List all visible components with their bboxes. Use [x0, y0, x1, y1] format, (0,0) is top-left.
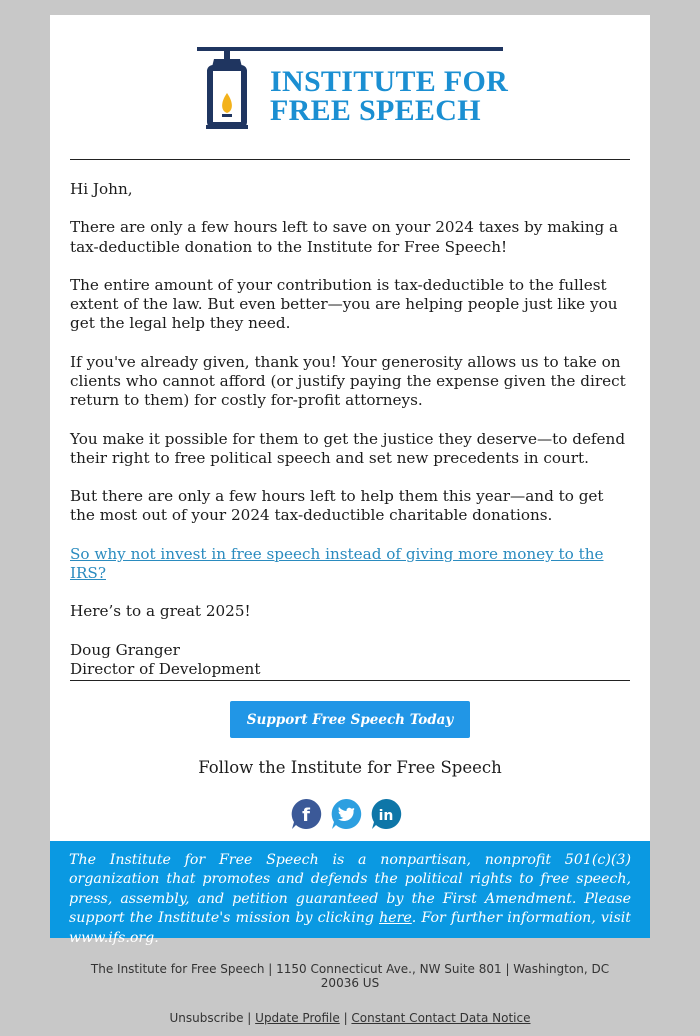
email-card [50, 15, 650, 946]
email-body [70, 180, 630, 679]
greeting: Hi John, [70, 180, 133, 198]
logo-top-bar [197, 47, 503, 51]
linkedin-glyph: in [378, 808, 394, 824]
signer-name: Doug Granger [70, 640, 180, 659]
closing: Here’s to a great 2025! [70, 602, 251, 621]
twitter-icon[interactable] [330, 798, 362, 830]
paragraph-1: There are only a few hours left to save on your 2024 taxes by making a tax-deductible donation to the Institute for Free Speech! [70, 218, 619, 256]
paragraph-3: If you've already given, thank you! Your generosity allows us to take on clients who cannot afford (or justify paying the expense given the direct return to them) for costly for-profit attorneys. [70, 352, 626, 410]
postal-address: The Institute for Free Speech | 1150 Connecticut Ave., NW Suite 801 | Washington, DC 20036 US [90, 962, 610, 990]
linkedin-icon[interactable] [370, 798, 402, 830]
signer-title: Director of Development [70, 659, 261, 678]
facebook-glyph: f [302, 805, 310, 826]
bottom-divider [70, 680, 630, 681]
paragraph-5: But there are only a few hours left to help them this year—and to get the most out of your 2024 tax-deductible charitable donations. [70, 487, 604, 525]
update-profile-link[interactable]: Update Profile [255, 1011, 340, 1025]
footer-links: Unsubscribe | Update Profile | Constant Contact Data Notice [169, 1011, 531, 1025]
follow-heading: Follow the Institute for Free Speech [198, 758, 502, 777]
invest-link[interactable]: So why not invest in free speech instead of giving more money to the IRS? [70, 544, 604, 582]
here-link[interactable]: here [379, 910, 412, 927]
top-divider [70, 159, 630, 160]
logo-text-line2: FREE SPEECH [270, 94, 481, 127]
unsubscribe-link[interactable]: Unsubscribe [169, 1011, 244, 1025]
mission-footer [50, 841, 650, 946]
logo-text-line1: INSTITUTE FOR [270, 65, 509, 98]
facebook-icon[interactable] [290, 798, 322, 830]
mission-text: The Institute for Free Speech is a nonpartisan, nonprofit 501(c)(3) organization that promotes and defends the political rights to free speech, press, assembly, and petition guaranteed by the First Amendment. Please support the Institute's mission by clicking here. For further information, visit www.ifs.org. [69, 852, 631, 946]
support-button[interactable]: Support Free Speech Today [230, 701, 470, 738]
data-notice-link[interactable]: Constant Contact Data Notice [351, 1011, 531, 1025]
paragraph-2: The entire amount of your contribution is tax-deductible to the fullest extent of the law. But even better—you are helping people just like you get the legal help they need. [70, 275, 618, 333]
paragraph-4: You make it possible for them to get the justice they deserve—to defend their right to free political speech and set new precedents in court. [70, 429, 626, 467]
